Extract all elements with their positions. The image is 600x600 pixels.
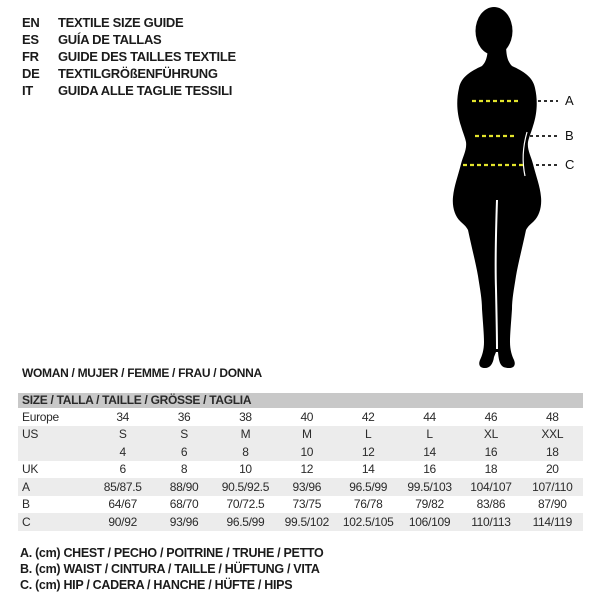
table-cell: 40 [300, 409, 314, 424]
table-cell: XL [483, 427, 498, 442]
size-table [18, 408, 583, 531]
marker-letter-a: A [565, 93, 574, 108]
row-label: B [22, 497, 30, 512]
legend-waist: B. (cm) WAIST / CINTURA / TAILLE / HÜFTUNG / VITA [20, 562, 320, 576]
language-row [22, 48, 236, 65]
table-cell: 70/72.5 [226, 497, 265, 512]
table-cell: 99.5/102 [284, 514, 329, 529]
language-code: ES [22, 32, 39, 47]
language-row [22, 14, 236, 31]
table-row [18, 496, 583, 514]
table-cell: 102.5/105 [342, 514, 394, 529]
table-cell: L [426, 427, 433, 442]
table-cell: 36 [177, 409, 191, 424]
language-label: GUÍA DE TALLAS [58, 32, 162, 47]
measurement-legend [20, 545, 323, 593]
table-cell: 88/90 [169, 479, 199, 494]
language-label: TEXTILE SIZE GUIDE [58, 15, 184, 30]
table-cell: M [240, 427, 251, 442]
table-cell: 4 [119, 444, 126, 459]
table-cell: 38 [239, 409, 252, 424]
table-cell: 10 [300, 444, 314, 459]
section-title: WOMAN / MUJER / FEMME / FRAU / DONNA [22, 366, 262, 380]
row-label: A [22, 479, 30, 494]
language-code: EN [22, 15, 40, 30]
language-code: IT [22, 83, 33, 98]
table-cell: 96.5/99 [226, 514, 265, 529]
table-cell: 8 [180, 462, 188, 477]
row-label [18, 443, 92, 461]
legend-hip: C. (cm) HIP / CADERA / HANCHE / HÜFTE / HIPS [20, 578, 293, 592]
table-cell: 87/90 [538, 497, 567, 512]
table-cell: S [118, 427, 127, 442]
table-row [18, 461, 583, 479]
table-cell: 93/96 [169, 514, 199, 529]
table-cell: 16 [484, 444, 498, 459]
marker-letter-c: C [565, 157, 575, 172]
table-cell: 10 [239, 462, 252, 477]
table-cell: 99.5/103 [407, 479, 452, 494]
table-cell: 79/82 [415, 497, 444, 512]
woman-silhouette-figure [430, 4, 590, 376]
table-cell: 90/92 [108, 514, 137, 529]
table-cell: 14 [361, 462, 375, 477]
row-label: US [22, 427, 39, 442]
language-label: TEXTILGRÖßENFÜHRUNG [58, 66, 218, 81]
table-cell: 18 [545, 444, 559, 459]
row-label: C [22, 514, 31, 529]
table-cell: 14 [423, 444, 436, 459]
table-cell: 6 [119, 462, 126, 477]
language-label: GUIDE DES TAILLES TEXTILE [58, 49, 236, 64]
table-cell: L [365, 427, 372, 442]
table-cell: 18 [484, 462, 498, 477]
table-cell: 107/110 [532, 479, 573, 494]
table-row [18, 408, 583, 426]
language-row [22, 31, 236, 48]
table-cell: 93/96 [292, 479, 322, 494]
language-row [22, 65, 236, 82]
table-cell: 106/109 [408, 514, 451, 529]
table-cell: M [301, 427, 312, 442]
table-cell: 34 [116, 409, 130, 424]
size-table-section [18, 393, 583, 531]
table-cell: 42 [361, 409, 375, 424]
row-label: Europe [22, 409, 59, 424]
table-row [18, 426, 583, 444]
language-code: DE [22, 66, 40, 81]
table-cell: 12 [361, 444, 375, 459]
table-cell: 90.5/92.5 [221, 479, 270, 494]
legend-chest: A. (cm) CHEST / PECHO / POITRINE / TRUHE / PETTO [20, 546, 324, 560]
table-cell: 44 [423, 409, 436, 424]
table-row [18, 478, 583, 496]
table-cell: S [180, 427, 188, 442]
language-row [22, 82, 236, 99]
table-cell: 48 [545, 409, 559, 424]
table-cell: 12 [300, 462, 314, 477]
table-cell: 46 [484, 409, 498, 424]
table-cell: 64/67 [108, 497, 137, 512]
table-cell: 114/119 [532, 514, 573, 529]
table-cell: XXL [541, 427, 564, 442]
table-cell: 104/107 [470, 479, 512, 494]
row-label: UK [22, 462, 39, 477]
table-cell: 96.5/99 [349, 479, 388, 494]
table-cell: 110/113 [471, 514, 511, 529]
language-guide [22, 14, 236, 99]
table-cell: 16 [423, 462, 436, 477]
table-cell: 68/70 [169, 497, 199, 512]
table-row [18, 443, 583, 461]
language-label: GUIDA ALLE TAGLIE TESSILI [58, 83, 233, 98]
size-table-header: SIZE / TALLA / TAILLE / GRÖSSE / TAGLIA [18, 393, 583, 408]
table-cell: 83/86 [476, 497, 506, 512]
marker-letter-b: B [565, 128, 574, 143]
table-row [18, 513, 583, 531]
table-cell: 73/75 [292, 497, 322, 512]
table-cell: 6 [180, 444, 188, 459]
table-cell: 85/87.5 [103, 479, 142, 494]
table-cell: 20 [545, 462, 559, 477]
table-cell: 76/78 [353, 497, 383, 512]
table-cell: 8 [242, 444, 249, 459]
language-code: FR [22, 49, 39, 64]
